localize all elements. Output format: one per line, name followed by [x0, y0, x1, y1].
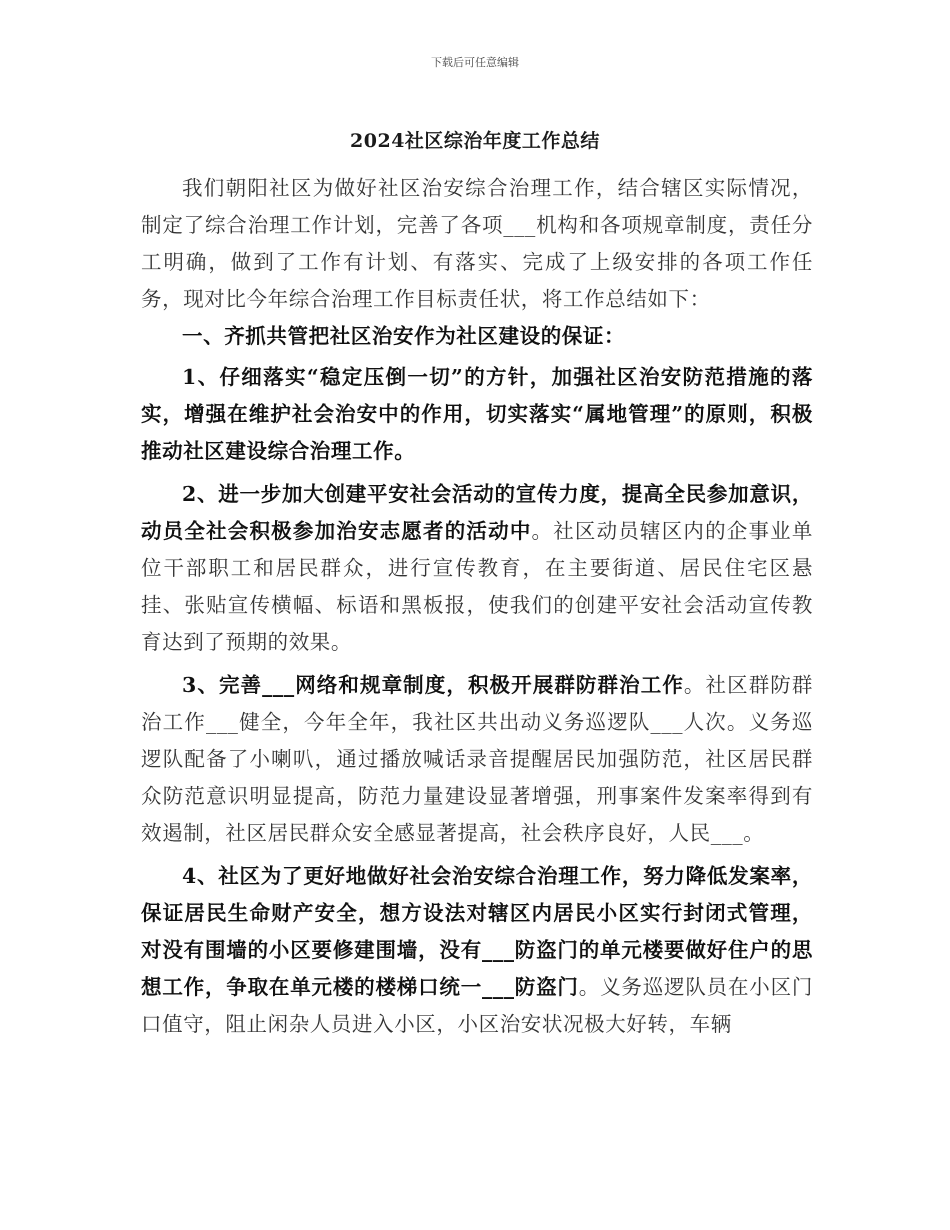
item-4-bold-text: 4、社区为了更好地做好社会治安综合治理工作，努力降低发案率，保证居民生命财产安全，想方设法对辖区内居民小区实行封闭式管理，对没有围墙的小区要修建围墙，没有___防盗门的单元楼要做好住户的思想工作，争取在单元楼的楼梯口统一___防盗门 — [141, 864, 813, 999]
item-3-body-text: 。社区群防群治工作___健全，今年全年，我社区共出动义务巡逻队___人次。义务巡逻队配备了小喇叭，通过播放喊话录音提醒居民加强防范，社区居民群众防范意识明显提高，防范力量建设显著增强，刑事案件发案率得到有效遏制，社区居民群众安全感显著提高，社会秩序良好，人民___。 — [141, 673, 813, 845]
section-heading-1: 一、齐抓共管把社区治安作为社区建设的保证： — [182, 324, 626, 348]
item-3-paragraph — [141, 667, 813, 852]
item-4-paragraph — [141, 858, 813, 1043]
item-2-paragraph — [141, 476, 813, 661]
item-4-body-text: 。义务巡逻队员在小区门口值守，阻止闲杂人员进入小区，小区治安状况极大好转，车辆 — [141, 975, 813, 1036]
item-3-bold-text: 3、完善___网络和规章制度，积极开展群防群治工作 — [182, 673, 684, 697]
intro-paragraph: 我们朝阳社区为做好社区治安综合治理工作，结合辖区实际情况，制定了综合治理工作计划，完善了各项___机构和各项规章制度，责任分工明确，做到了工作有计划、有落实、完成了上级安排的各项工作任务，现对比今年综合治理工作目标责任状，将工作总结如下： — [141, 176, 813, 311]
document-body — [141, 170, 813, 1043]
document-title: 2024社区综治年度工作总结 — [350, 130, 600, 152]
page-header-note: 下载后可任意编辑 — [431, 56, 519, 69]
item-2-body-text: 。社区动员辖区内的企事业单位干部职工和居民群众，进行宣传教育，在主要街道、居民住宅区悬挂、张贴宣传横幅、标语和黑板报，使我们的创建平安社会活动宣传教育达到了预期的效果。 — [141, 519, 813, 654]
item-1-paragraph: 1、仔细落实“稳定压倒一切”的方针，加强社区治安防范措施的落实，增强在维护社会治安中的作用，切实落实“属地管理”的原则，积极推动社区建设综合治理工作。 — [141, 365, 813, 463]
item-2-bold-text: 2、进一步加大创建平安社会活动的宣传力度，提高全民参加意识，动员全社会积极参加治安志愿者的活动中 — [141, 482, 813, 543]
